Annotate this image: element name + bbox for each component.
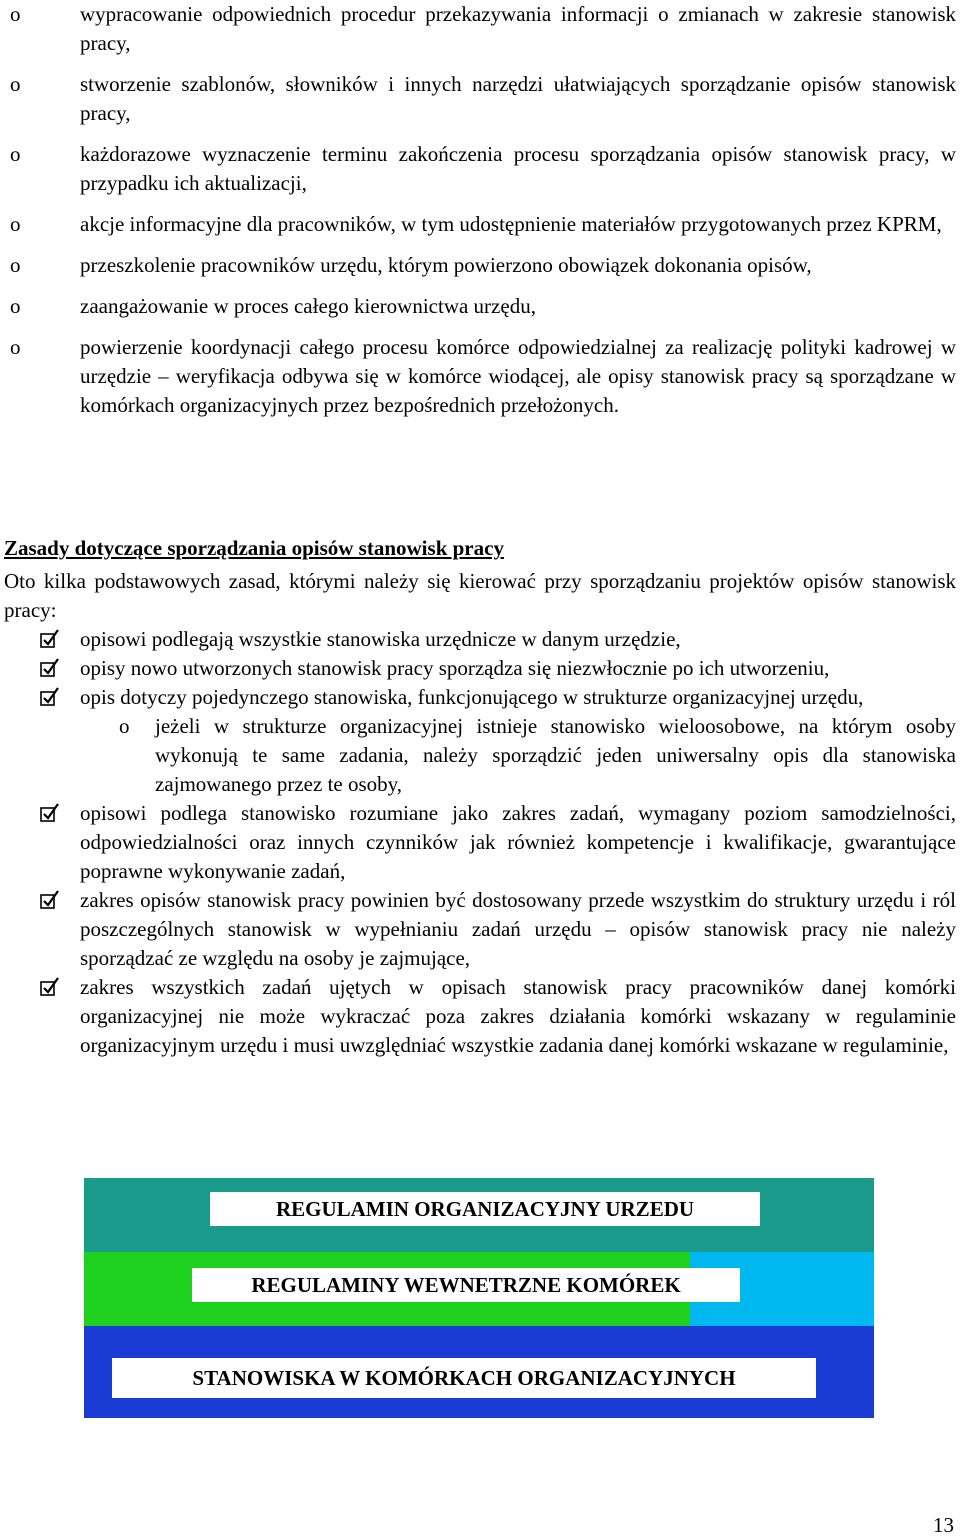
list-item-text: opisowi podlega stanowisko rozumiane jako zakres zadań, wymagany poziom samodzielności, odpowiedzialności oraz innych czynników jak również kompetencje i kwalifikacje, gwarantujące poprawne wykonywanie zadań, — [80, 801, 956, 883]
diagram-label-regulamin: REGULAMIN ORGANIZACYJNY URZEDU — [210, 1192, 760, 1226]
section-intro: Oto kilka podstawowych zasad, którymi należy się kierować przy sporządzaniu projektów opisów stanowisk pracy: — [4, 569, 956, 622]
list-item — [0, 292, 960, 321]
sub-list-item — [0, 712, 960, 799]
list-item-text: opisy nowo utworzonych stanowisk pracy sporządza się niezwłocznie po ich utworzeniu, — [80, 656, 830, 680]
list-item-text: zaangażowanie w proces całego kierownictwa urzędu, — [80, 294, 536, 318]
bullet-o: o — [10, 142, 21, 166]
bullet-o: o — [10, 72, 21, 96]
check-list-item — [0, 973, 960, 1060]
list-item-text: wypracowanie odpowiednich procedur przekazywania informacji o zmianach w zakresie stanowisk pracy, — [80, 2, 956, 55]
checkbox-checked-icon — [40, 629, 60, 649]
checkbox-checked-icon — [40, 977, 60, 997]
page-number: 13 — [933, 1513, 954, 1537]
list-item-text: zakres wszystkich zadań ujętych w opisach stanowisk pracy pracowników danej komórki organizacyjnej nie może wykraczać poza zakres działania komórki wskazany w regulaminie organizacyjnym urzędu i musi uwzględniać wszystkie zadania danej komórki wskazane w regulaminie, — [80, 975, 956, 1057]
check-list-item — [0, 799, 960, 886]
list-item-text: opisowi podlegają wszystkie stanowiska urzędnicze w danym urzędzie, — [80, 627, 681, 651]
bullet-o: o — [10, 2, 21, 26]
bullet-o: o — [10, 294, 21, 318]
diagram-label-regulaminy-komorek: REGULAMINY WEWNETRZNE KOMÓREK — [192, 1268, 740, 1302]
check-list-item — [0, 886, 960, 973]
list-item — [0, 333, 960, 420]
section-heading: Zasady dotyczące sporządzania opisów stanowisk pracy — [4, 536, 504, 560]
list-item — [0, 0, 960, 58]
list-item-text: powierzenie koordynacji całego procesu komórce odpowiedzialnej za realizację polityki kadrowej w urzędzie – weryfikacja odbywa się w komórce wiodącej, ale opisy stanowisk pracy są sporządzane w komórkach organizacyjnych przez bezpośrednich przełożonych. — [80, 335, 956, 417]
checkbox-checked-icon — [40, 890, 60, 910]
list-item-text: każdorazowe wyznaczenie terminu zakończenia procesu sporządzania opisów stanowisk pracy, w przypadku ich aktualizacji, — [80, 142, 956, 195]
bullet-o: o — [119, 714, 130, 738]
list-item-text: przeszkolenie pracowników urzędu, którym powierzono obowiązek dokonania opisów, — [80, 253, 812, 277]
diagram-label-stanowiska: STANOWISKA W KOMÓRKACH ORGANIZACYJNYCH — [112, 1358, 816, 1398]
checkbox-checked-icon — [40, 687, 60, 707]
list-item-text: stworzenie szablonów, słowników i innych narzędzi ułatwiających sporządzanie opisów stanowisk pracy, — [80, 72, 956, 125]
list-item — [0, 70, 960, 128]
list-item-text: jeżeli w strukturze organizacyjnej istnieje stanowisko wieloosobowe, na którym osoby wykonują te same zadania, należy sporządzić jeden uniwersalny opis dla stanowiska zajmowanego przez te osoby, — [155, 714, 956, 796]
list-item-text: opis dotyczy pojedynczego stanowiska, funkcjonującego w strukturze organizacyjnej urzędu, — [80, 685, 864, 709]
checkbox-checked-icon — [40, 658, 60, 678]
check-list-item — [0, 683, 960, 712]
top-bullet-list — [0, 0, 960, 432]
list-item-text: zakres opisów stanowisk pracy powinien być dostosowany przede wszystkim do struktury urzędu i ról poszczególnych stanowisk w wypełnianiu zadań urzędu – opisów stanowisk pracy nie należy sporządzać ze względu na osoby je zajmujące, — [80, 888, 956, 970]
list-item — [0, 210, 960, 239]
list-item — [0, 140, 960, 198]
check-list-item — [0, 625, 960, 654]
bullet-o: o — [10, 212, 21, 236]
list-item-text: akcje informacyjne dla pracowników, w tym udostępnienie materiałów przygotowanych przez KPRM, — [80, 212, 942, 236]
checkbox-checked-icon — [40, 803, 60, 823]
bullet-o: o — [10, 335, 21, 359]
checkbox-list — [0, 625, 960, 1060]
list-item — [0, 251, 960, 280]
bullet-o: o — [10, 253, 21, 277]
check-list-item — [0, 654, 960, 683]
hierarchy-diagram — [84, 1178, 874, 1418]
